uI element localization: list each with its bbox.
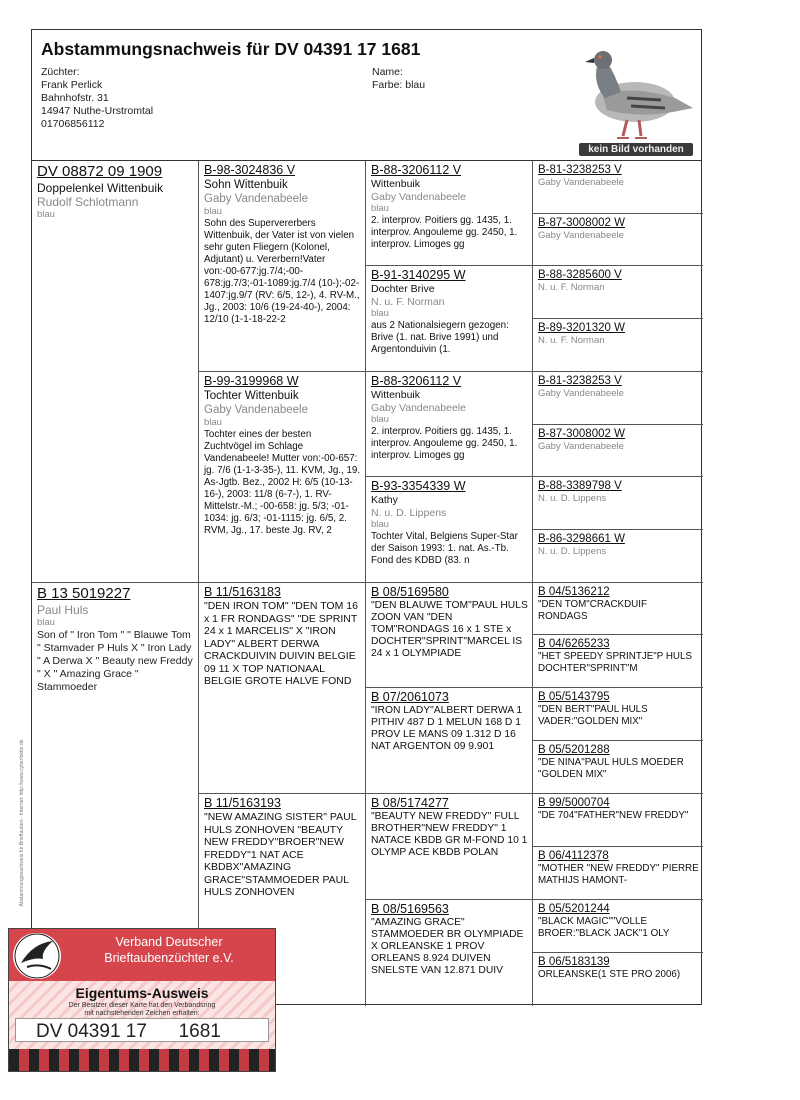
ring-number: B-89-3201320 W [538,322,625,334]
ring-number: B-86-3298661 W [538,533,625,545]
dove-logo-icon [13,933,61,979]
card-footer-pattern [9,1049,275,1071]
pigeon-info: aus 2 Nationalsiegern gezogen: Brive (1. nat. Brive 1991) und Argentonduivin (1. [371,320,509,355]
pigeon-breeder: N. u. D. Lippens [538,546,607,557]
ring-number: B-87-3008002 W [538,217,625,229]
pigeon-breeder: Rudolf Schlotmann [37,195,139,209]
vertical-footer-label: Abstammungsnachweis für Brieftauben · Internet: http://www.cyberfaktor.de [19,739,25,907]
pigeon-info: Tochter eines der besten Zuchtvögel im Schlage Vandenabeele! Mutter von:-00-657: jg. 7/6 (1-1-3-35-), 11. KVM, Jg., 19. As-Jgtb. Bez., 2002 H: 6/5 (10-13-16-), 2003: 11/8 (6-7-), 1. RV-Mittelstr.-M.; -00-658: jg. 5/3; -01-1034: jg. 6/3; -01-1115: jg. 6/5, 2. RVM, Jg., 17. beste Jg. RV, 2 [204,429,361,536]
card-ring-box [15,1018,269,1042]
ancestor-cell-5 [366,583,533,688]
pedigree-sheet [31,29,702,1005]
pigeon-name: Wittenbuik [371,389,421,401]
great-ancestor-cell-3 [533,266,703,319]
ring-number: B-91-3140295 W [371,268,466,282]
ring-number: B-88-3285600 V [538,269,622,281]
pigeon-color: blau [371,308,389,319]
ring-number: B-93-3354339 W [371,479,466,493]
pigeon-name: Kathy [371,494,398,506]
page-title: Abstammungsnachweis für DV 04391 17 1681 [41,39,421,59]
card-org-line-2: Brieftaubenzüchter e.V. [104,951,234,965]
pigeon-breeder: Gaby Vandenabeele [538,388,624,399]
great-ancestor-cell-9 [533,583,703,635]
pigeon-info: "IRON LADY"ALBERT DERWA 1 PITHIV 487 D 1 MELUN 168 D 1 PROV LE MANS 09 1.312 D 16 NAT ARGENTON 09 9.901 [371,705,523,752]
pigeon-color: blau [371,519,389,530]
card-note-1: Der Besitzer dieser Karte hat den Verbandsring [68,1002,216,1009]
great-ancestor-cell-6 [533,425,703,477]
pigeon-info: "DEN TOM"CRACKDUIF RONDAGS [538,599,647,622]
ring-number: B 08/5174277 [371,796,449,810]
pigeon-breeder: Gaby Vandenabeele [538,177,624,188]
ancestor-cell-6 [366,688,533,794]
ring-number: B 08/5169580 [371,585,449,599]
pigeon-info: "DEN BLAUWE TOM"PAUL HULS ZOON VAN "DEN TOM"RONDAGS 16 x 1 STE x DOCHTER"SPRINT"MARCEL IS 24 x 1 OLYMPIADE [371,600,528,659]
ring-number: B-88-3206112 V [371,374,462,388]
ring-number: B 05/5201244 [538,903,610,915]
ring-number: B 06/5183139 [538,956,610,968]
pigeon-color: blau [371,414,389,425]
ownership-card [8,928,276,1072]
vertical-footer-text [15,710,25,940]
pigeon-name: Sohn Wittenbuik [204,179,288,191]
pigeon-name: Doppelenkel Wittenbuik [37,181,164,195]
pigeon-breeder: Gaby Vandenabeele [204,193,309,205]
ring-number: B 04/5136212 [538,586,610,598]
ring-number: B 05/5143795 [538,691,610,703]
pigeon-info: "DEN BERT"PAUL HULS VADER:"GOLDEN MIX" [538,704,648,727]
great-ancestor-cell-1 [533,161,703,214]
great-ancestor-cell-7 [533,477,703,530]
sire-cell [32,161,199,583]
ring-number: B-98-3024836 V [204,163,296,177]
breeder-block [41,66,153,131]
name-label: Name: [372,66,403,78]
pigeon-block [372,66,425,92]
pigeon-info: Tochter Vital, Belgiens Super-Star der Saison 1993: 1. nat. As.-Tb. Fond des KDBD (83. n [371,531,518,566]
great-ancestor-cell-12 [533,741,703,794]
pigeon-info: "MOTHER "NEW FREDDY" PIERRE MATHIJS HAMONT- [538,863,699,886]
pigeon-color: blau [37,617,55,628]
great-ancestor-cell-8 [533,530,703,583]
card-note-2: mit nachstehenden Zeichen erhalten: [84,1010,200,1017]
pigeon-breeder: N. u. F. Norman [371,295,445,308]
breeder-city: 14947 Nuthe-Urstromtal [41,105,154,117]
ancestor-cell-3 [366,372,533,477]
great-ancestor-cell-14 [533,847,703,900]
card-ring-number: DV 04391 17 1681 [36,1021,221,1042]
pigeon-color: blau [204,206,222,217]
pigeon-color: blau [37,209,55,220]
pigeon-info: "AMAZING GRACE" STAMMOEDER BR OLYMPIADE X ORLEANSKE 1 PROV ORLEANS 8.924 DUIVEN SNELSTE VAN 12.871 DUIV [371,917,524,976]
pigeon-name: Dochter Brive [371,283,435,295]
ring-number: B-99-3199968 W [204,374,299,388]
great-ancestor-cell-10 [533,635,703,688]
grandparent-cell-2 [199,372,366,583]
pigeon-info: "DEN IRON TOM" "DEN TOM 16 x 1 FR RONDAGS" "DE SPRINT 24 x 1 MARCELIS" X "IRON LADY" ALBERT DERWA CRACKDUIVIN DUIVIN BELGIE 09 11 X TOP NATIONAAL BELGIE GROTE HALVE FOND [204,600,358,687]
breeder-street: Bahnhofstr. 31 [41,92,109,104]
great-ancestor-cell-15 [533,900,703,953]
pigeon-info: 2. interprov. Poitiers gg. 1435, 1. interprov. Angouleme gg. 2450, 1. interprov. Limoges gg [371,426,518,461]
no-image-badge: kein Bild vorhanden [579,143,693,156]
ring-number: B-81-3238253 V [538,164,622,176]
breeder-phone: 01706856112 [41,118,105,130]
pigeon-info: ORLEANSKE(1 STE PRO 2006) [538,969,681,980]
header [32,30,701,161]
pigeon-breeder: Paul Huls [37,603,89,617]
pigeon-image [577,36,695,158]
ring-number: B 11/5163193 [204,796,281,810]
ring-number: B 07/2061073 [371,690,449,704]
pigeon-breeder: N. u. D. Lippens [538,493,607,504]
pigeon-info: "DE 704"FATHER"NEW FREDDY" [538,810,689,821]
ancestor-cell-7 [366,794,533,900]
great-ancestor-cell-2 [533,214,703,266]
pigeon-info: "NEW AMAZING SISTER" PAUL HULS ZONHOVEN "BEAUTY NEW FREDDY"BROER"NEW FREDDY"1 NAT ACE KBDBX"AMAZING GRACE"STAMMOEDER PAUL HULS ZONHOVEN [204,811,357,898]
breeder-name: Frank Perlick [41,79,103,91]
pigeon-info: "BLACK MAGIC""VOLLE BROER:"BLACK JACK"1 OLY [538,916,670,939]
pigeon-breeder: Gaby Vandenabeele [538,441,624,452]
great-ancestor-cell-11 [533,688,703,741]
pigeon-info: "HET SPEEDY SPRINTJE"P HULS DOCHTER"SPRINT"M [538,651,692,674]
pigeon-info: Son of " Iron Tom " " Blauwe Tom " Stamvader P Huls X " Iron Lady " A Derwa X " Beauty new Freddy " X " Amazing Grace " Stammoeder [37,629,193,693]
pigeon-breeder: N. u. F. Norman [538,282,605,293]
ring-number: B 13 5019227 [37,585,131,602]
great-ancestor-cell-16 [533,953,703,1006]
ancestor-cell-8 [366,900,533,1006]
pigeon-breeder: Gaby Vandenabeele [371,401,466,414]
pigeon-breeder: N. u. D. Lippens [371,506,447,519]
ring-number: B 99/5000704 [538,797,610,809]
ring-number: B 06/4112378 [538,850,609,862]
great-ancestor-cell-5 [533,372,703,425]
pigeon-breeder: Gaby Vandenabeele [204,404,309,416]
ring-number: B 05/5201288 [538,744,610,756]
pigeon-info: "BEAUTY NEW FREDDY" FULL BROTHER"NEW FREDDY" 1 NATACE KBDB GR M-FOND 10 1 OLYMP ACE KBDB POLAN [371,811,528,858]
ancestor-cell-4 [366,477,533,583]
ancestor-cell-2 [366,266,533,372]
pigeon-breeder: Gaby Vandenabeele [371,190,466,203]
pigeon-color: blau [204,417,222,428]
breeder-label: Züchter: [41,66,80,78]
grandparent-cell-1 [199,161,366,372]
pigeon-name: Wittenbuik [371,178,421,190]
ring-number: B-87-3008002 W [538,428,625,440]
pigeon-name: Tochter Wittenbuik [204,390,299,402]
great-ancestor-cell-13 [533,794,703,847]
pigeon-breeder: Gaby Vandenabeele [538,230,624,241]
ring-number: B-88-3389798 V [538,480,622,492]
color-label: Farbe: blau [372,79,426,91]
card-title: Eigentums-Ausweis [75,985,209,1001]
pigeon-color: blau [371,203,389,214]
ring-number: B 11/5163183 [204,585,281,599]
pigeon-info: "DE NINA"PAUL HULS MOEDER "GOLDEN MIX" [538,757,684,780]
great-ancestor-cell-4 [533,319,703,372]
pigeon-info: Sohn des Supervererbers Wittenbuik, der Vater ist von vielen sehr guten Fliegern (Kolonel, Adjutant) u. Vererbern!Vater von:-00-677:jg.7/4;-00-678:jg.7/3;-01-1089:jg.7/4 (10-);-02-1407:jg.9/7 (RV: 6/5, 12-), 4. RV-M., Jg., 2003: 10/6 (19-24-40-), 2004: 12/10 (1-1-18-22-2 [204,218,360,325]
ring-number: DV 08872 09 1909 [37,163,163,180]
card-org-line-1: Verband Deutscher [115,935,223,949]
ring-number: B-88-3206112 V [371,163,462,177]
ring-number: B 04/6265233 [538,638,610,650]
ring-number: B 08/5169563 [371,902,449,916]
grandparent-cell-3 [199,583,366,794]
pigeon-breeder: N. u. F. Norman [538,335,605,346]
ancestor-cell-1 [366,161,533,266]
pigeon-info: 2. interprov. Poitiers gg. 1435, 1. interprov. Angouleme gg. 2450, 1. interprov. Limoges gg [371,215,518,250]
ring-number: B-81-3238253 V [538,375,622,387]
